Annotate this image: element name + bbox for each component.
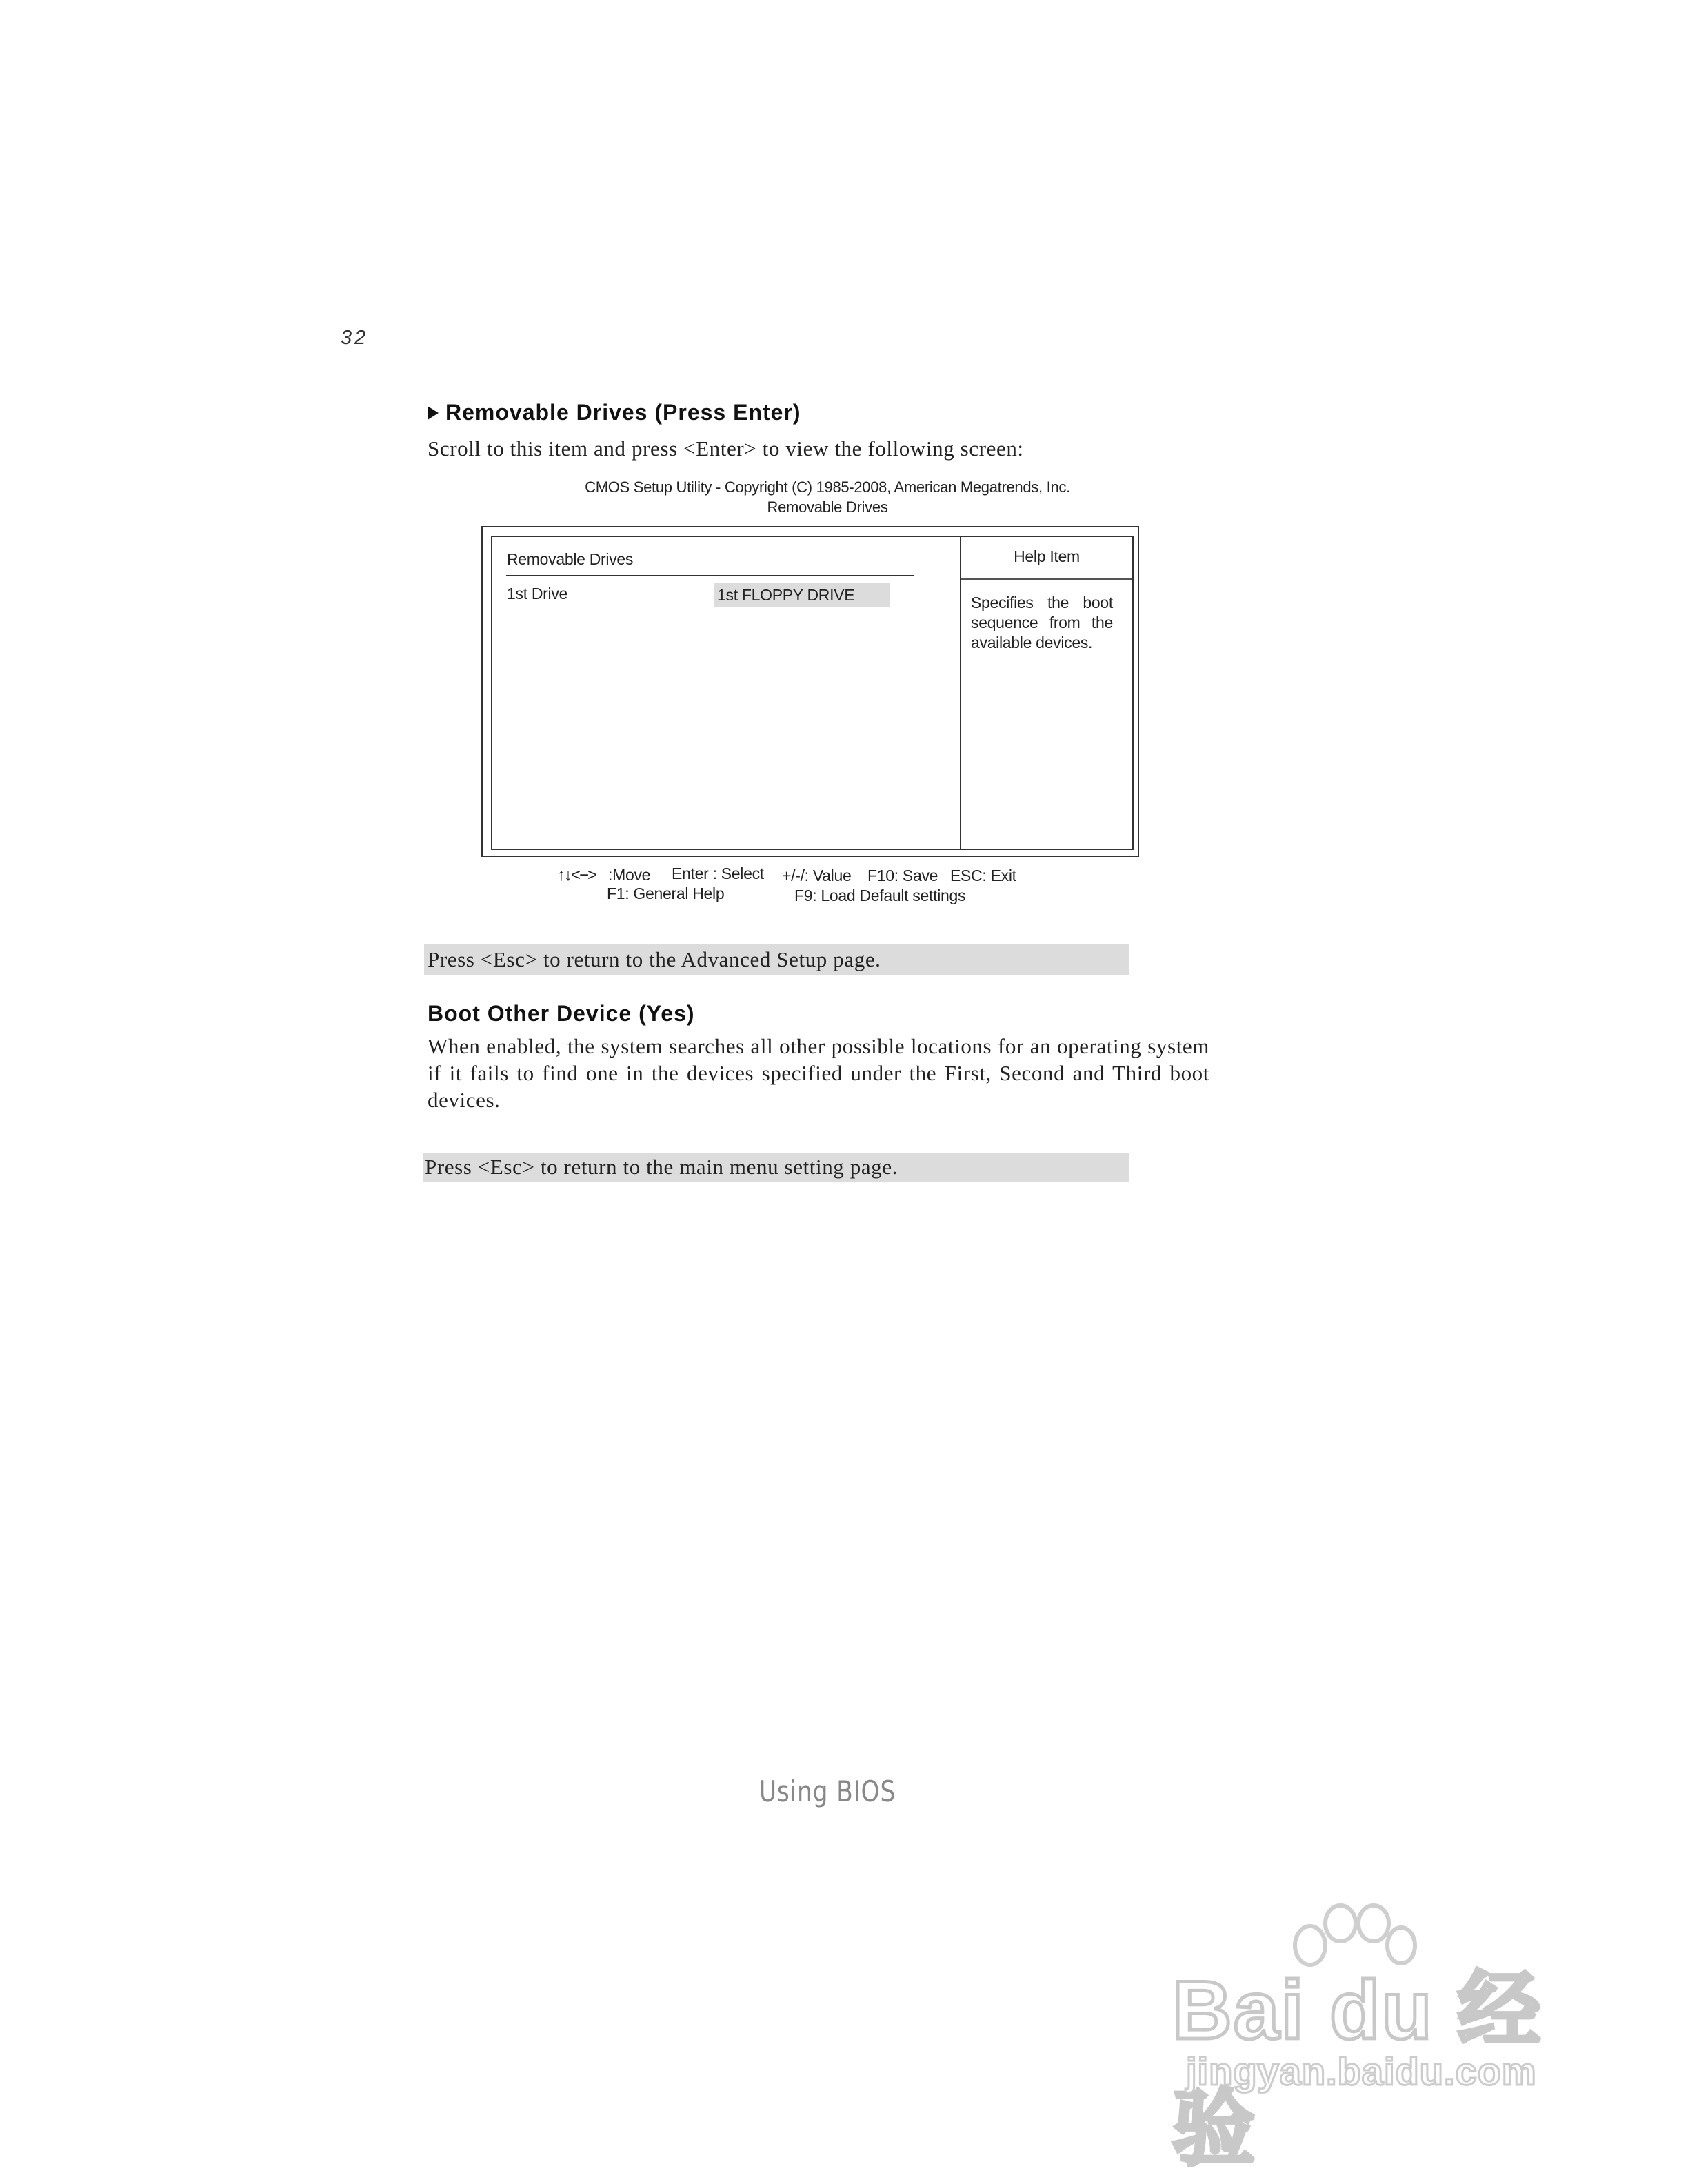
footer-chapter-title: Using BIOS bbox=[758, 1775, 896, 1808]
boot-other-title: Boot Other Device (Yes) bbox=[428, 1001, 695, 1026]
note-main-menu: Press <Esc> to return to the main menu setting page. bbox=[425, 1155, 898, 1179]
first-drive-value[interactable]: 1st FLOPPY DRIVE bbox=[714, 583, 890, 607]
section-title-text: Removable Drives (Press Enter) bbox=[445, 400, 801, 425]
help-item-text: Specifies the boot sequence from the available devices. bbox=[971, 594, 1113, 651]
boot-other-description: When enabled, the system searches all other possible locations for an operating system if it fails to find one in the devices specified under the First, Second and Third boot devices. bbox=[428, 1034, 1209, 1112]
key-general-help: F1: General Help bbox=[607, 884, 725, 902]
key-move: :Move bbox=[608, 866, 651, 884]
submenu-title: Removable Drives bbox=[507, 550, 634, 568]
key-value: +/-/: Value bbox=[782, 867, 852, 884]
bios-header bbox=[483, 477, 1172, 517]
navigation-arrows-icon: ↑↓<−> bbox=[557, 866, 596, 884]
first-drive-label: 1st Drive bbox=[507, 585, 568, 603]
submenu-title-rule bbox=[506, 575, 914, 576]
bios-header-screen-name: Removable Drives bbox=[767, 498, 888, 516]
help-item-title: Help Item bbox=[1014, 547, 1080, 565]
baidu-watermark bbox=[1172, 1903, 1586, 2175]
help-separator bbox=[961, 578, 1132, 580]
watermark-brand: Bai du 经验 bbox=[1172, 1964, 1543, 2175]
section-title bbox=[428, 400, 801, 425]
note-advanced-setup: Press <Esc> to return to the Advanced Setup page. bbox=[428, 947, 881, 971]
intro-text: Scroll to this item and press <Enter> to view the following screen: bbox=[428, 436, 1024, 461]
key-save: F10: Save bbox=[867, 867, 938, 884]
triangle-bullet-icon bbox=[428, 406, 439, 420]
key-select: Enter : Select bbox=[672, 865, 764, 882]
bios-header-copyright: CMOS Setup Utility - Copyright (C) 1985-2008, American Megatrends, Inc. bbox=[585, 478, 1070, 496]
key-load-defaults: F9: Load Default settings bbox=[794, 887, 966, 904]
bios-panel-divider bbox=[960, 536, 961, 849]
page-number: 32 bbox=[341, 327, 369, 349]
watermark-url: jingyan.baidu.com bbox=[1186, 2050, 1537, 2093]
key-exit: ESC: Exit bbox=[950, 867, 1016, 884]
